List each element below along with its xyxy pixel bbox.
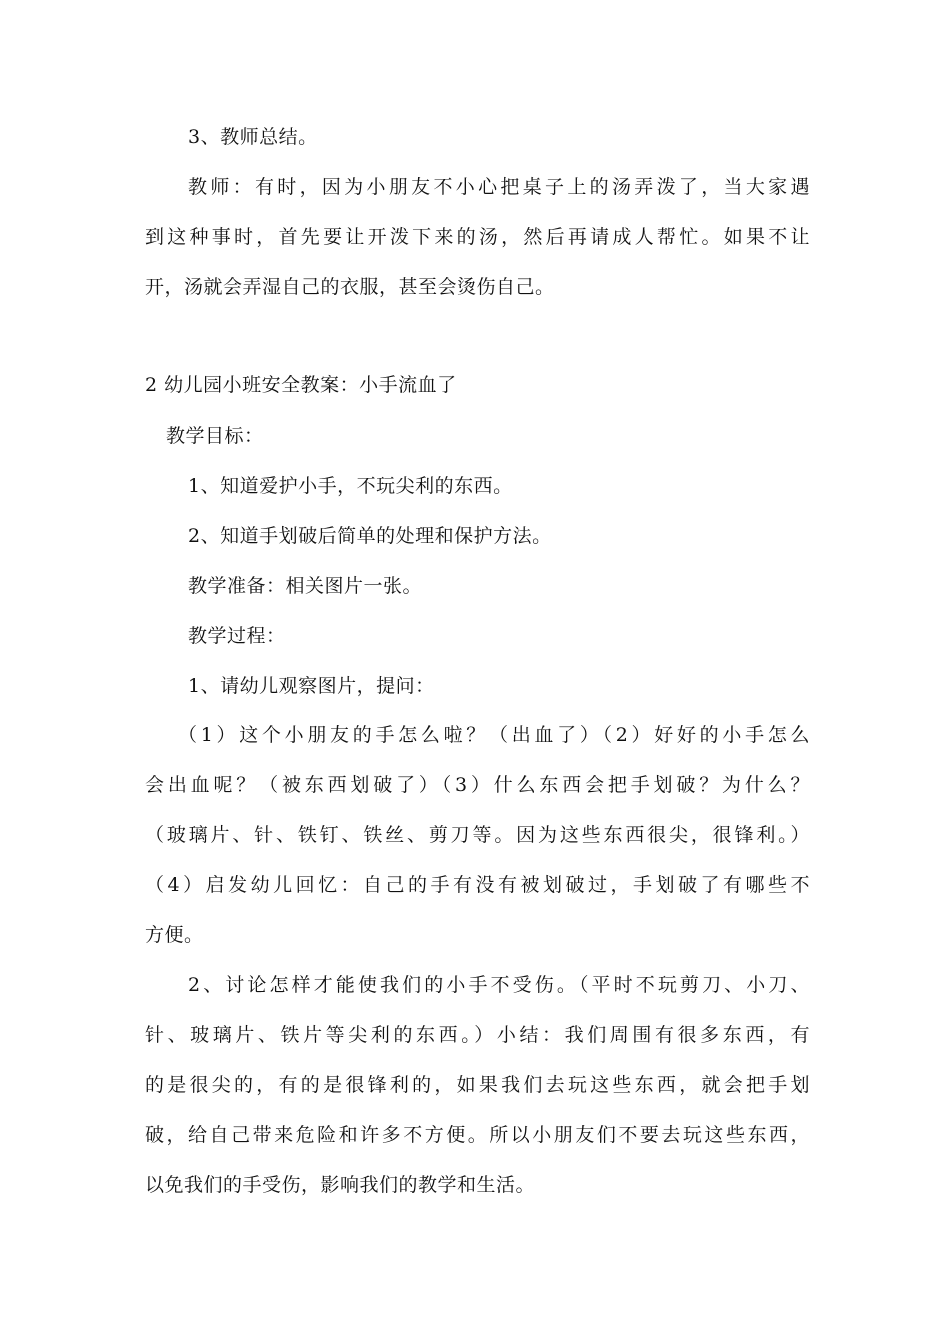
paragraph-line: 破，给自己带来危险和许多不方便。所以小朋友们不要去玩这些东西， bbox=[145, 1124, 810, 1146]
paragraph-line: 方便。 bbox=[145, 924, 204, 946]
paragraph-line: 针、玻璃片、铁片等尖利的东西。）小结：我们周围有很多东西，有 bbox=[145, 1024, 810, 1046]
subheading-preparation: 教学准备：相关图片一张。 bbox=[188, 575, 423, 597]
paragraph-line: （玻璃片、针、铁钉、铁丝、剪刀等。因为这些东西很尖，很锋利。） bbox=[145, 824, 810, 846]
paragraph-line: （1）这个小朋友的手怎么啦？（出血了）（2）好好的小手怎么 bbox=[178, 724, 810, 746]
list-item: 1、请幼儿观察图片，提问： bbox=[188, 675, 435, 697]
paragraph-line: （4）启发幼儿回忆：自己的手有没有被划破过，手划破了有哪些不 bbox=[145, 874, 810, 896]
section-title: 2 幼儿园小班安全教案：小手流血了 bbox=[145, 374, 457, 396]
summary-heading: 3、教师总结。 bbox=[188, 126, 318, 148]
paragraph-line: 到这种事时，首先要让开泼下来的汤，然后再请成人帮忙。如果不让 bbox=[145, 226, 810, 248]
list-item: 1、知道爱护小手，不玩尖利的东西。 bbox=[188, 475, 513, 497]
paragraph-line: 开，汤就会弄湿自己的衣服，甚至会烫伤自己。 bbox=[145, 276, 555, 298]
paragraph-line: 教师：有时，因为小朋友不小心把桌子上的汤弄泼了，当大家遇 bbox=[188, 176, 810, 198]
paragraph-line: 会出血呢？（被东西划破了）（3）什么东西会把手划破？为什么？ bbox=[145, 774, 810, 796]
list-item: 2、知道手划破后简单的处理和保护方法。 bbox=[188, 525, 552, 547]
paragraph-line: 的是很尖的，有的是很锋利的，如果我们去玩这些东西，就会把手划 bbox=[145, 1074, 810, 1096]
subheading-goals: 教学目标： bbox=[166, 425, 264, 447]
subheading-process: 教学过程： bbox=[188, 625, 286, 647]
paragraph-line: 以免我们的手受伤，影响我们的教学和生活。 bbox=[145, 1174, 536, 1196]
paragraph-line: 2、讨论怎样才能使我们的小手不受伤。（平时不玩剪刀、小刀、 bbox=[188, 974, 810, 996]
